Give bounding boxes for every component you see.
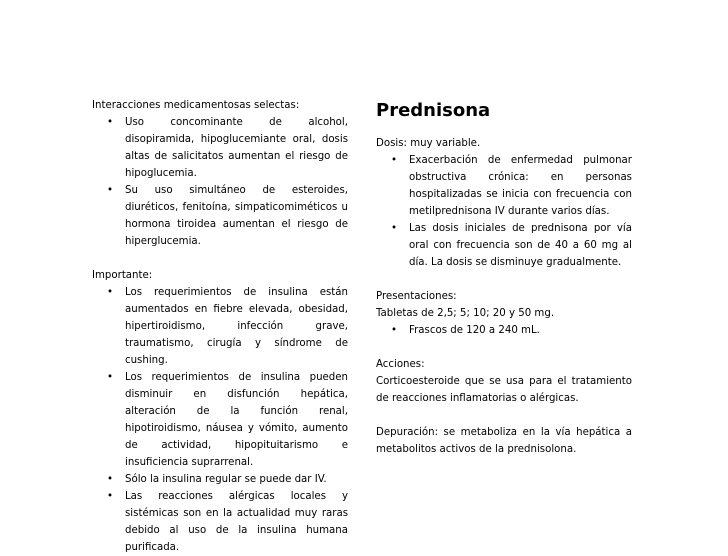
- presentations-heading: Presentaciones:: [376, 291, 457, 302]
- tablets-line: Tabletas de 2,5; 5; 10; 20 y 50 mg.: [376, 308, 555, 319]
- depuration-text: Depuración: se metaboliza en la vía hepática a metabolitos activos de la prednisolona.: [376, 427, 632, 455]
- actions-heading: Acciones:: [376, 359, 425, 370]
- left-column: [92, 97, 348, 556]
- list-item: • Su uso simultáneo de esteroides, diuréticos, fenitoína, simpaticomiméticos u hormona tiroidea aumentan el riesgo de hiperglucemia.: [92, 182, 348, 250]
- list-item: • Uso concominante de alcohol, disopiramida, hipoglucemiante oral, dosis altas de salicitatos aumentan el riesgo de hipoglucemia.: [92, 114, 348, 182]
- interactions-heading: Interacciones medicamentosas selectas:: [92, 100, 300, 111]
- list-item: • Exacerbación de enfermedad pulmonar obstructiva crónica: en personas hospitalizadas se inicia con frecuencia con metilprednisona IV durante varios días.: [376, 152, 632, 220]
- list-item: • Las dosis iniciales de prednisona por vía oral con frecuencia son de 40 a 60 mg al día. La dosis se disminuye gradualmente.: [376, 220, 632, 271]
- actions-text: Corticoesteroide que se usa para el tratamiento de reacciones inflamatorias o alérgicas.: [376, 376, 632, 404]
- important-heading: Importante:: [92, 270, 153, 281]
- interactions-list: [92, 114, 348, 250]
- list-item: • Las reacciones alérgicas locales y sistémicas son en la actualidad muy raras debido al uso de la insulina humana purificada.: [92, 488, 348, 556]
- list-item: • Los requerimientos de insulina pueden disminuir en disfunción hepática, alteración de la función renal, hipotiroidismo, náusea y vómito, aumento de actividad, hipopituitarismo e insuficiencia suprarrenal.: [92, 369, 348, 471]
- list-item: • Frascos de 120 a 240 mL.: [376, 322, 632, 339]
- spacer: [92, 250, 348, 267]
- list-item: • Los requerimientos de insulina están aumentados en fiebre elevada, obesidad, hipertiroidismo, infección grave, traumatismo, cirugía y síndrome de cushing.: [92, 284, 348, 369]
- presentations-list: [376, 322, 632, 339]
- spacer: [376, 407, 632, 424]
- dose-list: [376, 152, 632, 271]
- dose-heading: Dosis: muy variable.: [376, 138, 481, 149]
- page-title: Prednisona: [376, 100, 491, 121]
- spacer: [376, 339, 632, 356]
- spacer: [376, 271, 632, 288]
- important-list: [92, 284, 348, 556]
- right-column: [376, 97, 632, 458]
- list-item: • Sólo la insulina regular se puede dar IV.: [92, 471, 348, 488]
